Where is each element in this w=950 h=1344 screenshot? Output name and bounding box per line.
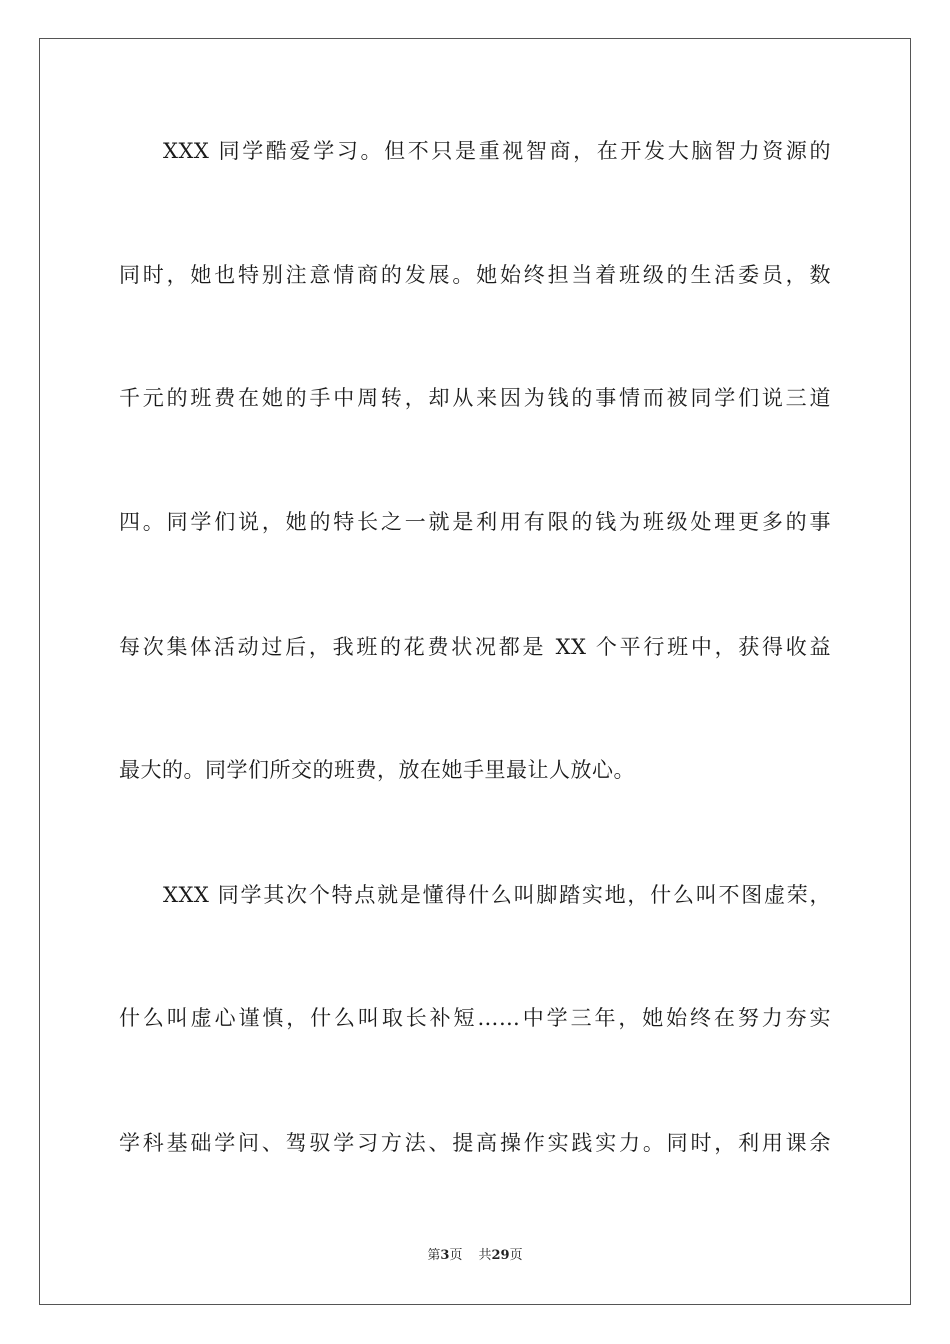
page-prefix: 第 <box>427 1248 441 1263</box>
total-prefix: 共 <box>478 1248 492 1263</box>
body-text-line: XXX 同学酷爱学习。但不只是重视智商，在开发大脑智力资源的 <box>163 139 831 163</box>
page-footer <box>0 1246 950 1266</box>
body-text-line: XXX 同学其次个特点就是懂得什么叫脚踏实地，什么叫不图虚荣， <box>163 883 831 907</box>
body-text-line: 最大的。同学们所交的班费，放在她手里最让人放心。 <box>119 758 635 782</box>
body-text-line: 四。同学们说，她的特长之一就是利用有限的钱为班级处理更多的事 <box>119 510 831 534</box>
total-suffix: 页 <box>509 1248 523 1263</box>
body-text-line: 每次集体活动过后，我班的花费状况都是 XX 个平行班中，获得收益 <box>119 635 831 659</box>
page-suffix: 页 <box>449 1248 463 1263</box>
page-border <box>39 38 911 1305</box>
body-text-line: 千元的班费在她的手中周转，却从来因为钱的事情而被同学们说三道 <box>119 386 831 410</box>
total-pages: 29 <box>491 1248 510 1263</box>
body-text-line: 学科基础学问、驾驭学习方法、提高操作实践实力。同时，利用课余 <box>119 1131 831 1155</box>
body-text-line: 同时，她也特别注意情商的发展。她始终担当着班级的生活委员，数 <box>119 263 831 287</box>
body-text-line: 什么叫虚心谨慎，什么叫取长补短……中学三年，她始终在努力夯实 <box>119 1006 831 1030</box>
page-number: 3 <box>440 1248 450 1263</box>
